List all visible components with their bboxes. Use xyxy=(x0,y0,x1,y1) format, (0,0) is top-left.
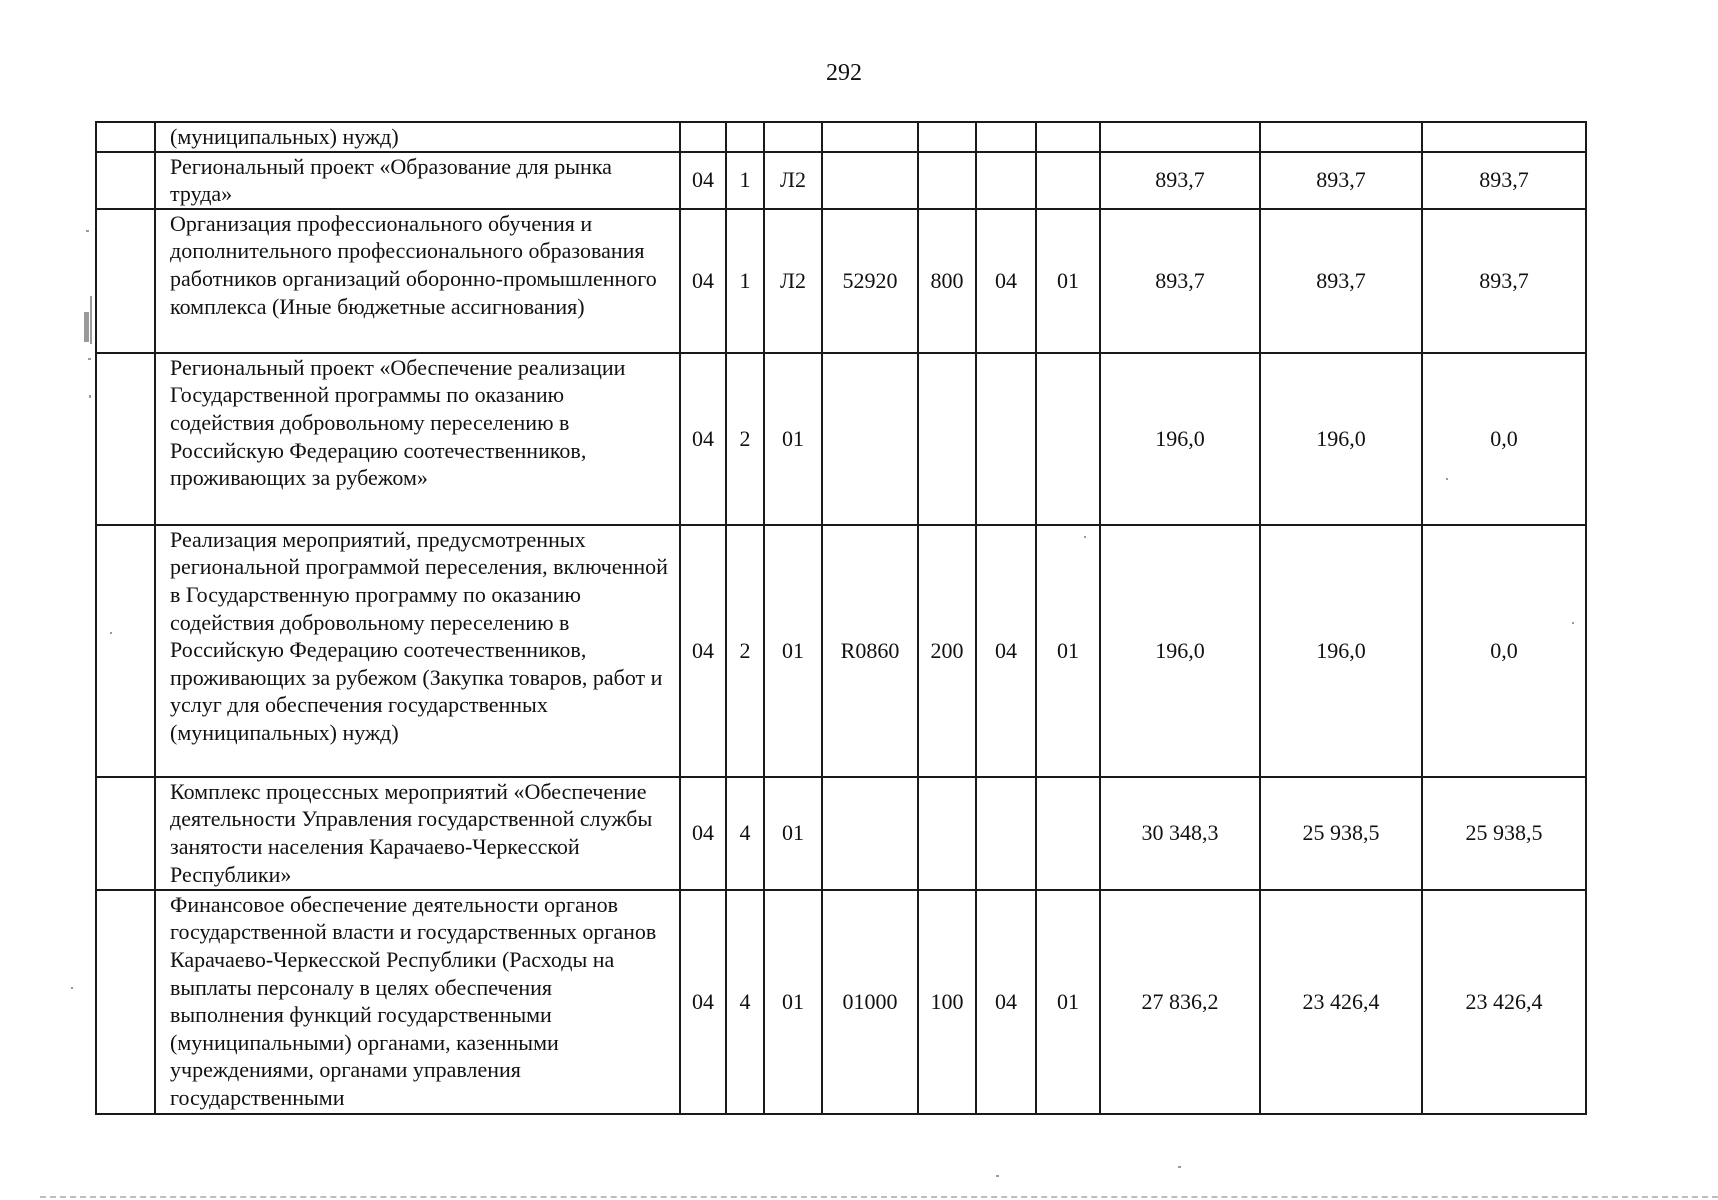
expense-name-cell: (муниципальных) нужд) xyxy=(155,122,680,152)
podrazdel-cell: 1 xyxy=(726,152,764,209)
amount-year3-cell: 893,7 xyxy=(1422,209,1586,353)
amount-year2-cell: 893,7 xyxy=(1260,152,1422,209)
subsection-cell: 01 xyxy=(1036,890,1100,1114)
program-code-cell xyxy=(764,122,822,152)
amount-year2-cell: 23 426,4 xyxy=(1260,890,1422,1114)
row-number-cell xyxy=(96,353,155,525)
razdel-cell xyxy=(680,122,726,152)
expense-name-cell: Финансовое обеспечение деятельности органов государственной власти и государственных органов Карачаево-Черкесской Республики (Расходы на выплаты персоналу в целях обеспечения выполнения функций государственными (муниципальными) органами, казенными учреждениями, органами управления государственными xyxy=(155,890,680,1114)
amount-year1-cell: 893,7 xyxy=(1100,152,1260,209)
direction-code-cell: R0860 xyxy=(822,525,918,777)
section-cell xyxy=(976,122,1036,152)
program-code-cell: Л2 xyxy=(764,209,822,353)
subsection-cell: 01 xyxy=(1036,209,1100,353)
razdel-cell: 04 xyxy=(680,152,726,209)
amount-year1-cell: 196,0 xyxy=(1100,353,1260,525)
direction-code-cell xyxy=(822,353,918,525)
amount-year2-cell xyxy=(1260,122,1422,152)
table-row xyxy=(96,152,1586,209)
expense-type-cell xyxy=(918,777,976,890)
amount-year1-cell: 30 348,3 xyxy=(1100,777,1260,890)
podrazdel-cell xyxy=(726,122,764,152)
amount-year3-cell: 893,7 xyxy=(1422,152,1586,209)
direction-code-cell xyxy=(822,122,918,152)
direction-code-cell xyxy=(822,777,918,890)
amount-year2-cell: 25 938,5 xyxy=(1260,777,1422,890)
program-code-cell: 01 xyxy=(764,525,822,777)
table-row xyxy=(96,777,1586,890)
section-cell xyxy=(976,353,1036,525)
section-cell xyxy=(976,152,1036,209)
amount-year1-cell: 196,0 xyxy=(1100,525,1260,777)
razdel-cell: 04 xyxy=(680,890,726,1114)
amount-year3-cell xyxy=(1422,122,1586,152)
row-number-cell xyxy=(96,152,155,209)
expense-name-cell: Организация профессионального обучения и дополнительного профессионального образования работников организаций оборонно-промышленного комплекса (Иные бюджетные ассигнования) xyxy=(155,209,680,353)
expense-name-cell: Региональный проект «Образование для рынка труда» xyxy=(155,152,680,209)
section-cell: 04 xyxy=(976,525,1036,777)
expense-type-cell xyxy=(918,122,976,152)
amount-year3-cell: 0,0 xyxy=(1422,525,1586,777)
section-cell xyxy=(976,777,1036,890)
row-number-cell xyxy=(96,209,155,353)
bottom-scan-line xyxy=(40,1196,1718,1198)
amount-year1-cell: 27 836,2 xyxy=(1100,890,1260,1114)
row-number-cell xyxy=(96,890,155,1114)
subsection-cell xyxy=(1036,777,1100,890)
subsection-cell xyxy=(1036,353,1100,525)
section-cell: 04 xyxy=(976,209,1036,353)
expense-type-cell: 800 xyxy=(918,209,976,353)
direction-code-cell: 52920 xyxy=(822,209,918,353)
razdel-cell: 04 xyxy=(680,525,726,777)
table-row xyxy=(96,209,1586,353)
program-code-cell: Л2 xyxy=(764,152,822,209)
amount-year3-cell: 0,0 xyxy=(1422,353,1586,525)
razdel-cell: 04 xyxy=(680,353,726,525)
amount-year2-cell: 196,0 xyxy=(1260,353,1422,525)
expense-type-cell: 200 xyxy=(918,525,976,777)
table-row xyxy=(96,525,1586,777)
podrazdel-cell: 1 xyxy=(726,209,764,353)
amount-year2-cell: 893,7 xyxy=(1260,209,1422,353)
section-cell: 04 xyxy=(976,890,1036,1114)
amount-year1-cell xyxy=(1100,122,1260,152)
row-number-cell xyxy=(96,122,155,152)
table-row xyxy=(96,122,1586,152)
direction-code-cell xyxy=(822,152,918,209)
razdel-cell: 04 xyxy=(680,209,726,353)
amount-year1-cell: 893,7 xyxy=(1100,209,1260,353)
subsection-cell: 01 xyxy=(1036,525,1100,777)
razdel-cell: 04 xyxy=(680,777,726,890)
amount-year3-cell: 23 426,4 xyxy=(1422,890,1586,1114)
subsection-cell xyxy=(1036,122,1100,152)
expense-name-cell: Комплекс процессных мероприятий «Обеспечение деятельности Управления государственной службы занятости населения Карачаево-Черкесской Республики» xyxy=(155,777,680,890)
page-number: 292 xyxy=(826,60,862,86)
program-code-cell: 01 xyxy=(764,890,822,1114)
table-row xyxy=(96,890,1586,1114)
podrazdel-cell: 2 xyxy=(726,525,764,777)
podrazdel-cell: 4 xyxy=(726,777,764,890)
row-number-cell xyxy=(96,525,155,777)
expense-type-cell xyxy=(918,152,976,209)
row-number-cell xyxy=(96,777,155,890)
expense-name-cell: Региональный проект «Обеспечение реализации Государственной программы по оказанию содействия добровольному переселению в Российскую Федерацию соотечественников, проживающих за рубежом» xyxy=(155,353,680,525)
direction-code-cell: 01000 xyxy=(822,890,918,1114)
amount-year3-cell: 25 938,5 xyxy=(1422,777,1586,890)
podrazdel-cell: 4 xyxy=(726,890,764,1114)
subsection-cell xyxy=(1036,152,1100,209)
table-row xyxy=(96,353,1586,525)
expense-type-cell xyxy=(918,353,976,525)
expense-name-cell: Реализация мероприятий, предусмотренных региональной программой переселения, включенной в Государственную программу по оказанию содействия добровольному переселению в Российскую Федерацию соотечественников, проживающих за рубежом (Закупка товаров, работ и услуг для обеспечения государственных (муниципальных) нужд) xyxy=(155,525,680,777)
expense-type-cell: 100 xyxy=(918,890,976,1114)
amount-year2-cell: 196,0 xyxy=(1260,525,1422,777)
program-code-cell: 01 xyxy=(764,777,822,890)
program-code-cell: 01 xyxy=(764,353,822,525)
budget-table xyxy=(95,121,1587,1115)
podrazdel-cell: 2 xyxy=(726,353,764,525)
